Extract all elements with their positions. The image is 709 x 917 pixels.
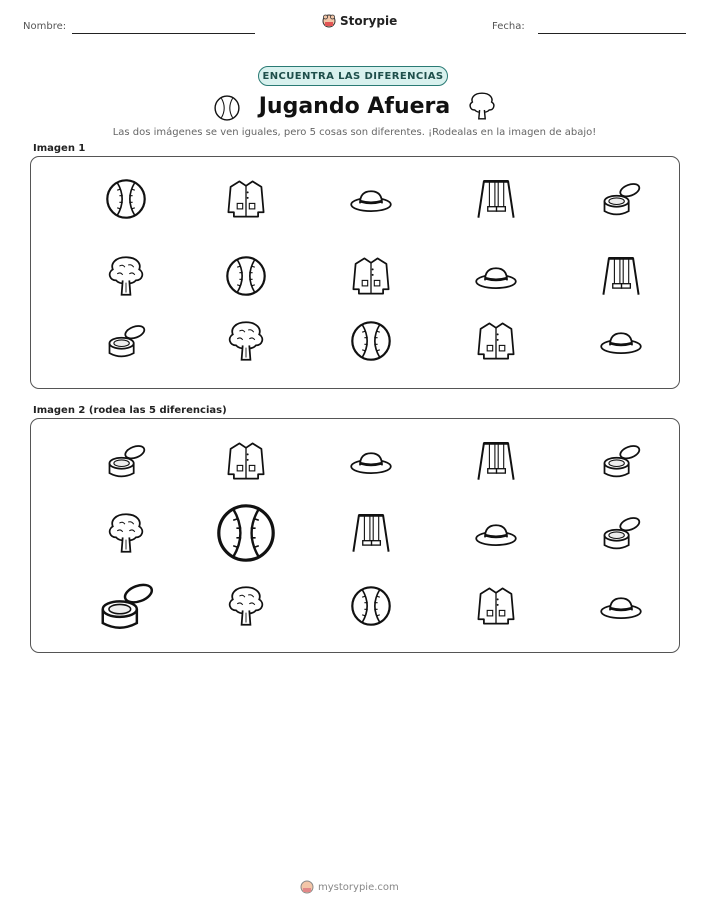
storypie-logo-icon xyxy=(322,14,336,28)
jacket-icon[interactable] xyxy=(474,584,518,628)
tree-icon xyxy=(104,254,148,298)
jacket-icon xyxy=(474,319,518,363)
swing-icon xyxy=(474,177,518,221)
hat-icon[interactable] xyxy=(474,511,518,555)
date-field[interactable] xyxy=(538,33,686,34)
tree-icon[interactable] xyxy=(224,584,268,628)
brand-logo xyxy=(322,14,397,28)
hat-icon xyxy=(599,319,643,363)
image1-label: Imagen 1 xyxy=(33,143,86,154)
jar-icon[interactable] xyxy=(104,439,148,483)
image1-panel xyxy=(30,156,680,389)
storypie-logo-icon xyxy=(300,880,314,894)
jacket-icon[interactable] xyxy=(224,439,268,483)
jar-icon xyxy=(599,177,643,221)
tree-icon xyxy=(224,319,268,363)
hat-icon xyxy=(474,254,518,298)
swing-icon[interactable] xyxy=(474,439,518,483)
page-title: Jugando Afuera xyxy=(258,94,451,119)
baseball-icon[interactable] xyxy=(349,584,393,628)
name-label: Nombre: xyxy=(23,21,67,32)
tree-icon[interactable] xyxy=(104,511,148,555)
jar-icon[interactable] xyxy=(599,439,643,483)
footer-url: mystorypie.com xyxy=(318,881,399,893)
tree-icon xyxy=(466,90,498,126)
name-field[interactable] xyxy=(72,33,255,34)
jacket-icon xyxy=(224,177,268,221)
jacket-icon xyxy=(349,254,393,298)
image2-panel[interactable] xyxy=(30,418,680,653)
swing-icon[interactable] xyxy=(349,511,393,555)
section-badge: ENCUENTRA LAS DIFERENCIAS xyxy=(258,66,448,86)
jar-icon xyxy=(104,319,148,363)
brand-name: Storypie xyxy=(340,14,398,28)
instructions: Las dos imágenes se ven iguales, pero 5 cosas son diferentes. ¡Rodealas en la imagen de abajo! xyxy=(112,127,597,138)
baseball-icon xyxy=(349,319,393,363)
swing-icon xyxy=(599,254,643,298)
jar-icon[interactable] xyxy=(599,511,643,555)
footer xyxy=(300,880,410,894)
baseball-icon xyxy=(224,254,268,298)
hat-icon xyxy=(349,177,393,221)
hat-icon[interactable] xyxy=(599,584,643,628)
jar-icon[interactable] xyxy=(95,575,157,637)
baseball-icon[interactable] xyxy=(214,501,278,565)
hat-icon[interactable] xyxy=(349,439,393,483)
date-label: Fecha: xyxy=(492,21,525,32)
image2-label: Imagen 2 (rodea las 5 diferencias) xyxy=(33,405,227,416)
baseball-icon xyxy=(104,177,148,221)
